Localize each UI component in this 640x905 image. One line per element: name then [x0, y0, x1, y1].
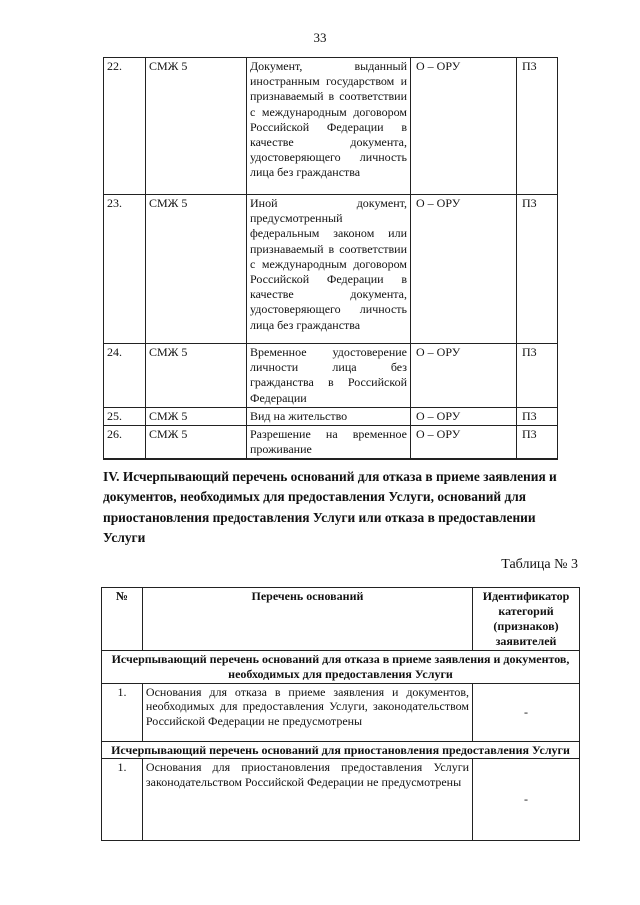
documents-table — [103, 57, 558, 460]
row-number: 25. — [104, 407, 146, 425]
row-p: П3 — [517, 195, 558, 344]
table-row — [104, 195, 558, 344]
row-text: Основания для приостановления предоставления Услуги законодательством Российской Федерации не предусмотрены — [142, 759, 472, 841]
grounds-table — [101, 587, 580, 841]
row-number: 22. — [104, 58, 146, 195]
row-code: СМЖ 5 — [146, 407, 247, 425]
row-document: Иной документ, предусмотренный федеральным законом или признаваемый в соответствии с международным договором Российской Федерации в качестве документа, удостоверяющего личность лица без гражданства — [247, 195, 411, 344]
row-identifier: - — [473, 759, 580, 841]
row-oru: О – ОРУ — [411, 407, 517, 425]
header-number: № — [102, 588, 143, 651]
table-row — [104, 407, 558, 425]
row-number: 1. — [102, 683, 143, 741]
section-title: Исчерпывающий перечень оснований для отказа в приеме заявления и документов, необходимых для предоставления Услуги — [102, 651, 580, 684]
row-code: СМЖ 5 — [146, 426, 247, 460]
row-p: П3 — [517, 58, 558, 195]
table-row — [104, 344, 558, 408]
row-number: 26. — [104, 426, 146, 460]
row-identifier: - — [473, 683, 580, 741]
page-number: 33 — [313, 30, 327, 45]
row-p: П3 — [517, 407, 558, 425]
table-row — [102, 683, 580, 741]
row-oru: О – ОРУ — [411, 426, 517, 460]
row-document: Разрешение на временное проживание — [247, 426, 411, 460]
row-oru: О – ОРУ — [411, 58, 517, 195]
section-heading: IV. Исчерпывающий перечень оснований для отказа в приеме заявления и документов, необходимых для предоставления Услуги, оснований для приостановления предоставления Услуги или отказа в предоставлении Услуги — [103, 469, 557, 546]
row-document: Вид на жительство — [247, 407, 411, 425]
row-number: 1. — [102, 759, 143, 841]
row-text: Основания для отказа в приеме заявления и документов, необходимых для предоставления Услуги, законодательством Российской Федерации не предусмотрены — [142, 683, 472, 741]
row-oru: О – ОРУ — [411, 195, 517, 344]
header-identifier: Идентификатор категорий (признаков) заявителей — [473, 588, 580, 651]
row-number: 24. — [104, 344, 146, 408]
section-title: Исчерпывающий перечень оснований для приостановления предоставления Услуги — [102, 741, 580, 759]
header-grounds-list: Перечень оснований — [142, 588, 472, 651]
table-row — [104, 426, 558, 460]
row-oru: О – ОРУ — [411, 344, 517, 408]
row-document: Временное удостоверение личности лица без гражданства в Российской Федерации — [247, 344, 411, 408]
table-row — [102, 759, 580, 841]
header-row — [102, 588, 580, 651]
row-p: П3 — [517, 426, 558, 460]
table-row — [104, 58, 558, 195]
row-document: Документ, выданный иностранным государством и признаваемый в соответствии с международным договором Российской Федерации в качестве документа, удостоверяющего личность лица без гражданства — [247, 58, 411, 195]
row-code: СМЖ 5 — [146, 195, 247, 344]
section-row — [102, 651, 580, 684]
row-code: СМЖ 5 — [146, 58, 247, 195]
row-number: 23. — [104, 195, 146, 344]
row-p: П3 — [517, 344, 558, 408]
table-caption: Таблица № 3 — [501, 557, 578, 572]
row-code: СМЖ 5 — [146, 344, 247, 408]
section-row — [102, 741, 580, 759]
